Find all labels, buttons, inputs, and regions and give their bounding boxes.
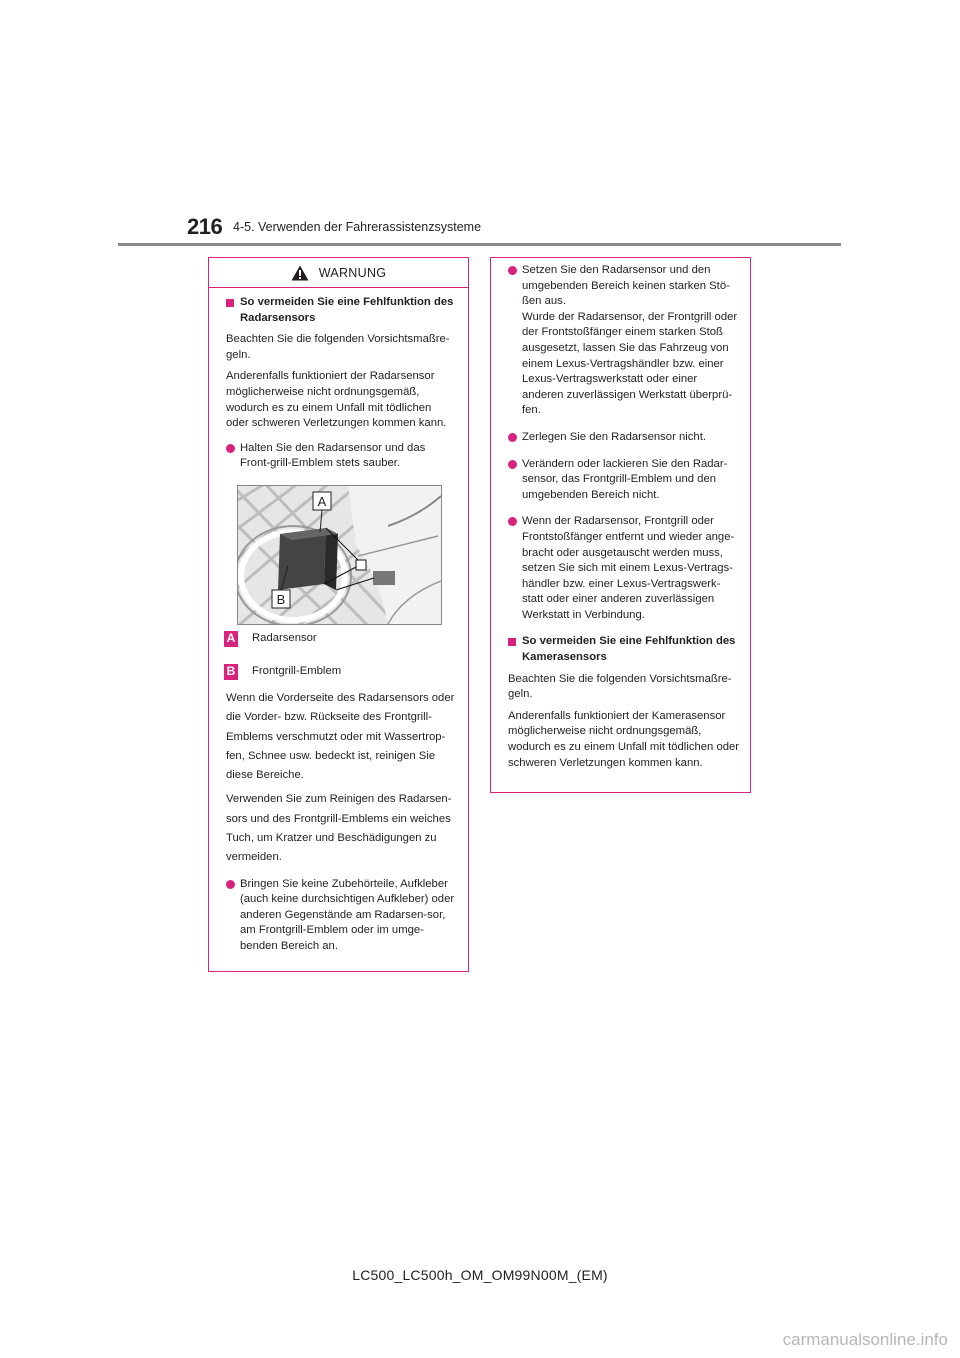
bullet-text — [522, 263, 740, 419]
header-rule — [118, 243, 841, 246]
bullet-item — [508, 514, 740, 623]
warning-box — [208, 257, 469, 972]
label-text-a: Radarsensor — [252, 632, 317, 645]
bullet-text-part: Wurde der Radarsensor, der Frontgrill oder der Frontstoßfänger einem starken Stoß ausgesetzt, lassen Sie das Fahrzeug von einem Lexus-Vertragshändler bzw. einer Lexus-Vertragswerkstatt oder einer anderen zuverlässigen Werkstatt überprü-fen. — [522, 310, 738, 417]
warning-title: WARNUNG — [318, 265, 387, 280]
bullet-text: Wenn der Radarsensor, Frontgrill oder Frontstoßfänger entfernt und wieder ange-bracht oder ausgetauscht werden muss, setzen Sie sich mit einem Lexus-Vertrags-händler bzw. einer Lexus-Vertragswerk-statt oder einer anderen zuverlässigen Werkstatt in Verbindung. — [522, 515, 735, 621]
legend-item-b — [226, 664, 456, 680]
label-text-b: Frontgrill-Emblem — [252, 665, 342, 678]
section-title: 4-5. Verwenden der Fahrerassistenzsysteme — [233, 220, 482, 234]
radar-sensor-figure — [237, 485, 442, 625]
bullet-item — [508, 263, 740, 419]
paragraph: Verwenden Sie zum Reinigen des Radarsen-sors und des Frontgrill-Emblems ein weiches Tuch, um Kratzer und Beschädigungen zu vermeiden. — [226, 793, 452, 864]
heading-text: So vermeiden Sie eine Fehlfunktion des Kamerasensors — [522, 635, 736, 664]
bullet-text: Bringen Sie keine Zubehörteile, Aufkleber (auch keine durchsichtigen Aufkleber) oder anderen Gegenstände am Radarsen-sor, am Frontgrill-Emblem oder im umge-benden Bereich an. — [240, 877, 455, 952]
section-heading — [508, 634, 740, 665]
round-bullet-icon — [508, 517, 517, 526]
figure-label-b: B — [276, 591, 286, 607]
document-id: LC500_LC500h_OM_OM99N00M_(EM) — [352, 1267, 608, 1283]
bullet-item — [508, 457, 740, 504]
bullet-text-part: Setzen Sie den Radarsensor und den umgebenden Bereich keinen starken Stö-ßen aus. — [522, 264, 730, 308]
paragraph: Wenn die Vorderseite des Radarsensors oder die Vorder- bzw. Rückseite des Frontgrill-Emblems verschmutzt oder mit Wassertrop-fen, Schnee usw. bedeckt ist, reinigen Sie diese Bereiche. — [226, 691, 455, 782]
paragraph: Anderenfalls funktioniert der Kamerasensor möglicherweise nicht ordnungsgemäß, wodurch es zu einem Unfall mit tödlichen oder schweren Verletzungen kommen kann. — [508, 709, 740, 769]
legend-item-a — [226, 631, 456, 647]
warning-triangle-icon — [291, 265, 309, 281]
warning-header — [209, 258, 468, 288]
round-bullet-icon — [508, 433, 517, 442]
radar-sensor-illustration — [238, 486, 441, 624]
bullet-item — [508, 430, 740, 446]
label-badge-a: A — [224, 631, 238, 647]
label-badge-b: B — [224, 664, 238, 680]
paragraph: Beachten Sie die folgenden Vorsichtsmaßre-geln. — [508, 672, 732, 701]
page-number: 216 — [187, 214, 223, 239]
round-bullet-icon — [508, 460, 517, 469]
square-bullet-icon — [226, 299, 234, 307]
watermark: carmanualsonline.info — [782, 1330, 948, 1349]
paragraph: Anderenfalls funktioniert der Radarsensor möglicherweise nicht ordnungsgemäß, wodurch es zu einem Unfall mit tödlichen oder schweren Verletzungen kommen kann. — [226, 370, 447, 430]
round-bullet-icon — [508, 266, 517, 275]
bullet-item — [226, 441, 456, 472]
bullet-text: Zerlegen Sie den Radarsensor nicht. — [522, 430, 706, 443]
warning-box-continued — [490, 257, 751, 793]
paragraph: Beachten Sie die folgenden Vorsichtsmaßre-geln. — [226, 333, 450, 361]
warning-content — [209, 295, 468, 955]
bullet-text: Halten Sie den Radarsensor und das Front-grill-Emblem stets sauber. — [240, 441, 426, 470]
square-bullet-icon — [508, 638, 516, 646]
warning-content-continued — [491, 263, 750, 771]
bullet-text: Verändern oder lackieren Sie den Radar-sensor, das Frontgrill-Emblem und den umgebenden Bereich nicht. — [522, 457, 728, 501]
figure-label-a: A — [317, 493, 327, 509]
round-bullet-icon — [226, 444, 235, 453]
heading-text: So vermeiden Sie eine Fehlfunktion des Radarsensors — [240, 296, 454, 324]
section-heading — [226, 295, 456, 326]
round-bullet-icon — [226, 880, 235, 889]
bullet-item — [226, 877, 456, 955]
